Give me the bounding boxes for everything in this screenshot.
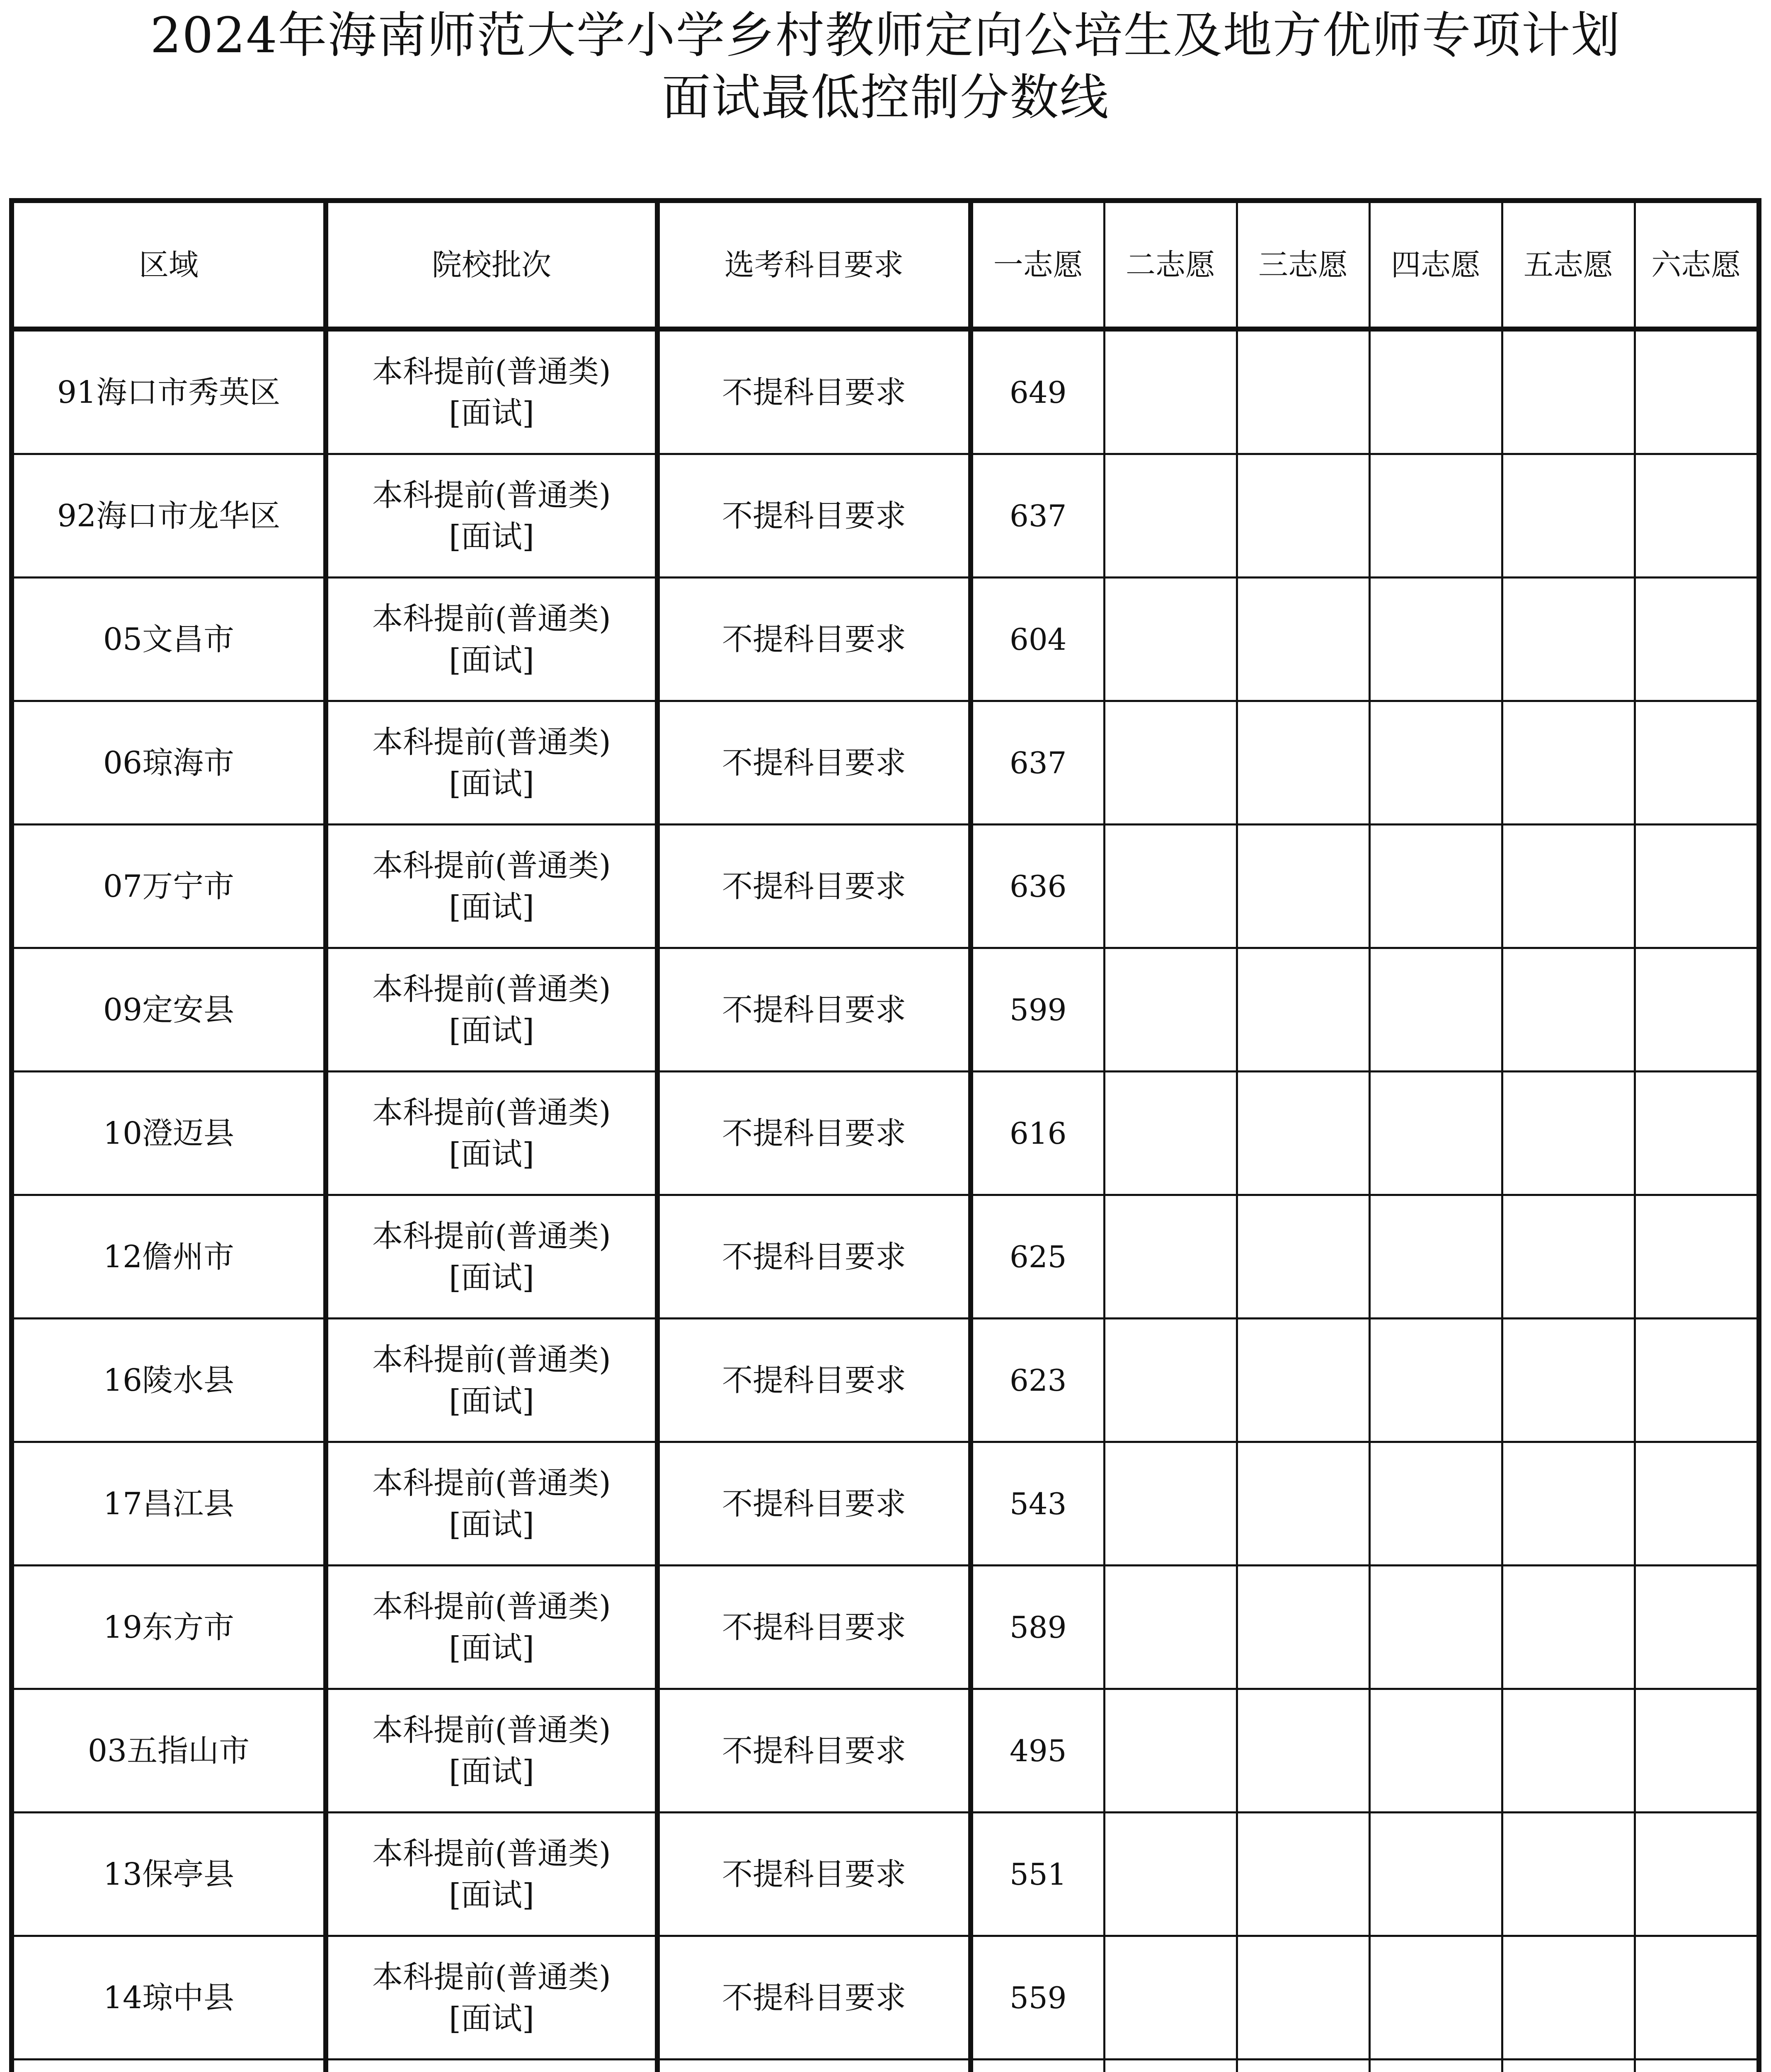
choice-1-score: 636 — [971, 825, 1104, 948]
batch-type: [面试] — [449, 1136, 534, 1172]
batch-name: 本科提前(普通类) — [372, 847, 611, 884]
choice-1-score: 649 — [971, 329, 1104, 454]
subject-requirement-cell: 不提科目要求 — [657, 454, 971, 578]
batch-type: [面试] — [449, 1506, 534, 1542]
choice-6-score — [1635, 825, 1759, 948]
choice-1-score: 589 — [971, 1566, 1104, 1689]
region-cell: 17昌江县 — [12, 1442, 326, 1566]
table-row — [12, 1442, 1759, 1566]
batch-type: [面试] — [449, 765, 534, 801]
document-title-line2: 面试最低控制分数线 — [661, 69, 1110, 126]
choice-4-score — [1369, 578, 1502, 701]
choice-5-score — [1502, 1689, 1635, 1813]
subject-requirement-cell: 不提科目要求 — [657, 1936, 971, 2060]
table-header-row — [12, 201, 1759, 329]
choice-5-score — [1502, 1195, 1635, 1319]
subject-requirement-cell: 不提科目要求 — [657, 1442, 971, 1566]
batch-cell — [326, 1442, 657, 1566]
subject-requirement-cell: 不提科目要求 — [657, 578, 971, 701]
region-cell: 09定安县 — [12, 948, 326, 1072]
choice-3-score — [1237, 329, 1369, 454]
batch-cell — [326, 1813, 657, 1936]
subject-requirement-cell: 不提科目要求 — [657, 329, 971, 454]
choice-4-score — [1369, 701, 1502, 825]
subject-requirement-cell: 不提科目要求 — [657, 1195, 971, 1319]
choice-4-score — [1369, 1936, 1502, 2060]
choice-4-score — [1369, 948, 1502, 1072]
header-choice-2: 二志愿 — [1104, 201, 1237, 329]
choice-5-score — [1502, 578, 1635, 701]
region-cell: 91海口市秀英区 — [12, 329, 326, 454]
table-row — [12, 1319, 1759, 1442]
batch-cell — [326, 1072, 657, 1195]
header-choice-6: 六志愿 — [1635, 201, 1759, 329]
region-cell: 07万宁市 — [12, 825, 326, 948]
batch-name: 本科提前(普通类) — [372, 1341, 611, 1377]
choice-3-score — [1237, 454, 1369, 578]
choice-2-score — [1104, 329, 1237, 454]
region-cell: 14琼中县 — [12, 1936, 326, 2060]
region-cell: 05文昌市 — [12, 578, 326, 701]
batch-type: [面试] — [449, 518, 534, 554]
subject-requirement-cell: 不提科目要求 — [657, 1072, 971, 1195]
batch-type: [面试] — [449, 642, 534, 678]
batch-cell — [326, 1195, 657, 1319]
choice-2-score — [1104, 1195, 1237, 1319]
choice-6-score — [1635, 701, 1759, 825]
batch-name: 本科提前(普通类) — [372, 1835, 611, 1871]
choice-6-score — [1635, 1813, 1759, 1936]
subject-requirement-cell: 不提科目要求 — [657, 1813, 971, 1936]
choice-5-score — [1502, 825, 1635, 948]
batch-name: 本科提前(普通类) — [372, 1094, 611, 1130]
batch-cell — [326, 825, 657, 948]
score-table — [9, 198, 1761, 2072]
region-cell — [12, 2060, 326, 2072]
choice-4-score — [1369, 1566, 1502, 1689]
table-row — [12, 948, 1759, 1072]
choice-5-score — [1502, 1936, 1635, 2060]
choice-3-score — [1237, 2060, 1369, 2072]
region-cell: 10澄迈县 — [12, 1072, 326, 1195]
table-row — [12, 1689, 1759, 1813]
choice-4-score — [1369, 454, 1502, 578]
table-row — [12, 825, 1759, 948]
batch-cell — [326, 578, 657, 701]
batch-cell — [326, 701, 657, 825]
choice-1-score: 543 — [971, 1442, 1104, 1566]
choice-1-score: 623 — [971, 1319, 1104, 1442]
subject-requirement-cell: 不提科目要求 — [657, 948, 971, 1072]
choice-2-score — [1104, 701, 1237, 825]
choice-2-score — [1104, 948, 1237, 1072]
choice-1-score: 495 — [971, 1689, 1104, 1813]
subject-requirement-cell: 不提科目要求 — [657, 825, 971, 948]
choice-5-score — [1502, 329, 1635, 454]
choice-3-score — [1237, 825, 1369, 948]
region-cell: 16陵水县 — [12, 1319, 326, 1442]
subject-requirement-cell: 不提科目要求 — [657, 701, 971, 825]
batch-type: [面试] — [449, 1012, 534, 1048]
subject-requirement-cell — [657, 2060, 971, 2072]
batch-name: 本科提前(普通类) — [372, 971, 611, 1007]
table-row — [12, 701, 1759, 825]
choice-6-score — [1635, 1689, 1759, 1813]
choice-1-score: 559 — [971, 1936, 1104, 2060]
choice-4-score — [1369, 329, 1502, 454]
choice-6-score — [1635, 1566, 1759, 1689]
batch-name: 本科提前(普通类) — [372, 600, 611, 637]
choice-6-score — [1635, 578, 1759, 701]
batch-type: [面试] — [449, 1383, 534, 1419]
choice-1-score: 616 — [971, 1072, 1104, 1195]
choice-6-score — [1635, 454, 1759, 578]
header-region: 区域 — [12, 201, 326, 329]
choice-2-score — [1104, 2060, 1237, 2072]
region-cell: 06琼海市 — [12, 701, 326, 825]
batch-cell — [326, 948, 657, 1072]
choice-5-score — [1502, 948, 1635, 1072]
table-row — [12, 1072, 1759, 1195]
batch-cell — [326, 1936, 657, 2060]
choice-3-score — [1237, 1072, 1369, 1195]
choice-5-score — [1502, 1319, 1635, 1442]
subject-requirement-cell: 不提科目要求 — [657, 1689, 971, 1813]
header-choice-1: 一志愿 — [971, 201, 1104, 329]
table-row — [12, 329, 1759, 454]
choice-1-score: 551 — [971, 1813, 1104, 1936]
batch-cell — [326, 2060, 657, 2072]
batch-type: [面试] — [449, 395, 534, 431]
batch-cell — [326, 1689, 657, 1813]
choice-6-score — [1635, 1936, 1759, 2060]
choice-5-score — [1502, 1072, 1635, 1195]
choice-5-score — [1502, 1566, 1635, 1689]
choice-3-score — [1237, 1936, 1369, 2060]
choice-2-score — [1104, 1936, 1237, 2060]
batch-type: [面试] — [449, 1877, 534, 1913]
choice-2-score — [1104, 1566, 1237, 1689]
region-cell: 12儋州市 — [12, 1195, 326, 1319]
choice-4-score — [1369, 1442, 1502, 1566]
region-cell: 03五指山市 — [12, 1689, 326, 1813]
choice-3-score — [1237, 1442, 1369, 1566]
choice-2-score — [1104, 1813, 1237, 1936]
choice-2-score — [1104, 1442, 1237, 1566]
table-row — [12, 454, 1759, 578]
choice-5-score — [1502, 701, 1635, 825]
choice-4-score — [1369, 1813, 1502, 1936]
choice-6-score — [1635, 1195, 1759, 1319]
header-choice-5: 五志愿 — [1502, 201, 1635, 329]
choice-4-score — [1369, 825, 1502, 948]
region-cell: 13保亭县 — [12, 1813, 326, 1936]
choice-5-score — [1502, 1813, 1635, 1936]
choice-5-score — [1502, 454, 1635, 578]
batch-cell — [326, 329, 657, 454]
choice-4-score — [1369, 1319, 1502, 1442]
choice-2-score — [1104, 578, 1237, 701]
subject-requirement-cell: 不提科目要求 — [657, 1566, 971, 1689]
choice-3-score — [1237, 1566, 1369, 1689]
table-row — [12, 1936, 1759, 2060]
choice-1-score — [971, 2060, 1104, 2072]
choice-4-score — [1369, 1195, 1502, 1319]
batch-name: 本科提前(普通类) — [372, 1218, 611, 1254]
batch-type: [面试] — [449, 1753, 534, 1789]
document-title-line1: 2024年海南师范大学小学乡村教师定向公培生及地方优师专项计划 — [150, 7, 1621, 64]
region-cell: 92海口市龙华区 — [12, 454, 326, 578]
choice-5-score — [1502, 1442, 1635, 1566]
choice-2-score — [1104, 1689, 1237, 1813]
table-row — [12, 1195, 1759, 1319]
batch-cell — [326, 454, 657, 578]
choice-6-score — [1635, 1442, 1759, 1566]
batch-name: 本科提前(普通类) — [372, 1588, 611, 1624]
choice-1-score: 625 — [971, 1195, 1104, 1319]
choice-2-score — [1104, 454, 1237, 578]
header-choice-4: 四志愿 — [1369, 201, 1502, 329]
batch-name: 本科提前(普通类) — [372, 1959, 611, 1995]
choice-4-score — [1369, 1072, 1502, 1195]
batch-type: [面试] — [449, 2000, 534, 2036]
choice-3-score — [1237, 1813, 1369, 1936]
choice-1-score: 637 — [971, 701, 1104, 825]
choice-3-score — [1237, 1319, 1369, 1442]
batch-cell — [326, 1319, 657, 1442]
choice-6-score — [1635, 329, 1759, 454]
choice-3-score — [1237, 701, 1369, 825]
header-batch: 院校批次 — [326, 201, 657, 329]
batch-cell — [326, 1566, 657, 1689]
table-row — [12, 1813, 1759, 1936]
choice-2-score — [1104, 1319, 1237, 1442]
choice-2-score — [1104, 1072, 1237, 1195]
region-cell: 19东方市 — [12, 1566, 326, 1689]
batch-name: 本科提前(普通类) — [372, 724, 611, 760]
header-subject-requirement: 选考科目要求 — [657, 201, 971, 329]
subject-requirement-cell: 不提科目要求 — [657, 1319, 971, 1442]
choice-1-score: 637 — [971, 454, 1104, 578]
choice-4-score — [1369, 1689, 1502, 1813]
table-row — [12, 578, 1759, 701]
batch-name: 本科提前(普通类) — [372, 1712, 611, 1748]
table-row — [12, 2060, 1759, 2072]
choice-6-score — [1635, 2060, 1759, 2072]
batch-type: [面试] — [449, 889, 534, 925]
batch-name: 本科提前(普通类) — [372, 353, 611, 390]
batch-name: 本科提前(普通类) — [372, 1465, 611, 1501]
choice-6-score — [1635, 1319, 1759, 1442]
choice-3-score — [1237, 1689, 1369, 1813]
choice-2-score — [1104, 825, 1237, 948]
choice-6-score — [1635, 948, 1759, 1072]
choice-6-score — [1635, 1072, 1759, 1195]
choice-3-score — [1237, 1195, 1369, 1319]
batch-type: [面试] — [449, 1630, 534, 1666]
batch-name: 本科提前(普通类) — [372, 477, 611, 513]
batch-type: [面试] — [449, 1259, 534, 1295]
choice-1-score: 604 — [971, 578, 1104, 701]
choice-3-score — [1237, 578, 1369, 701]
choice-4-score — [1369, 2060, 1502, 2072]
header-choice-3: 三志愿 — [1237, 201, 1369, 329]
table-row — [12, 1566, 1759, 1689]
choice-1-score: 599 — [971, 948, 1104, 1072]
choice-3-score — [1237, 948, 1369, 1072]
choice-5-score — [1502, 2060, 1635, 2072]
